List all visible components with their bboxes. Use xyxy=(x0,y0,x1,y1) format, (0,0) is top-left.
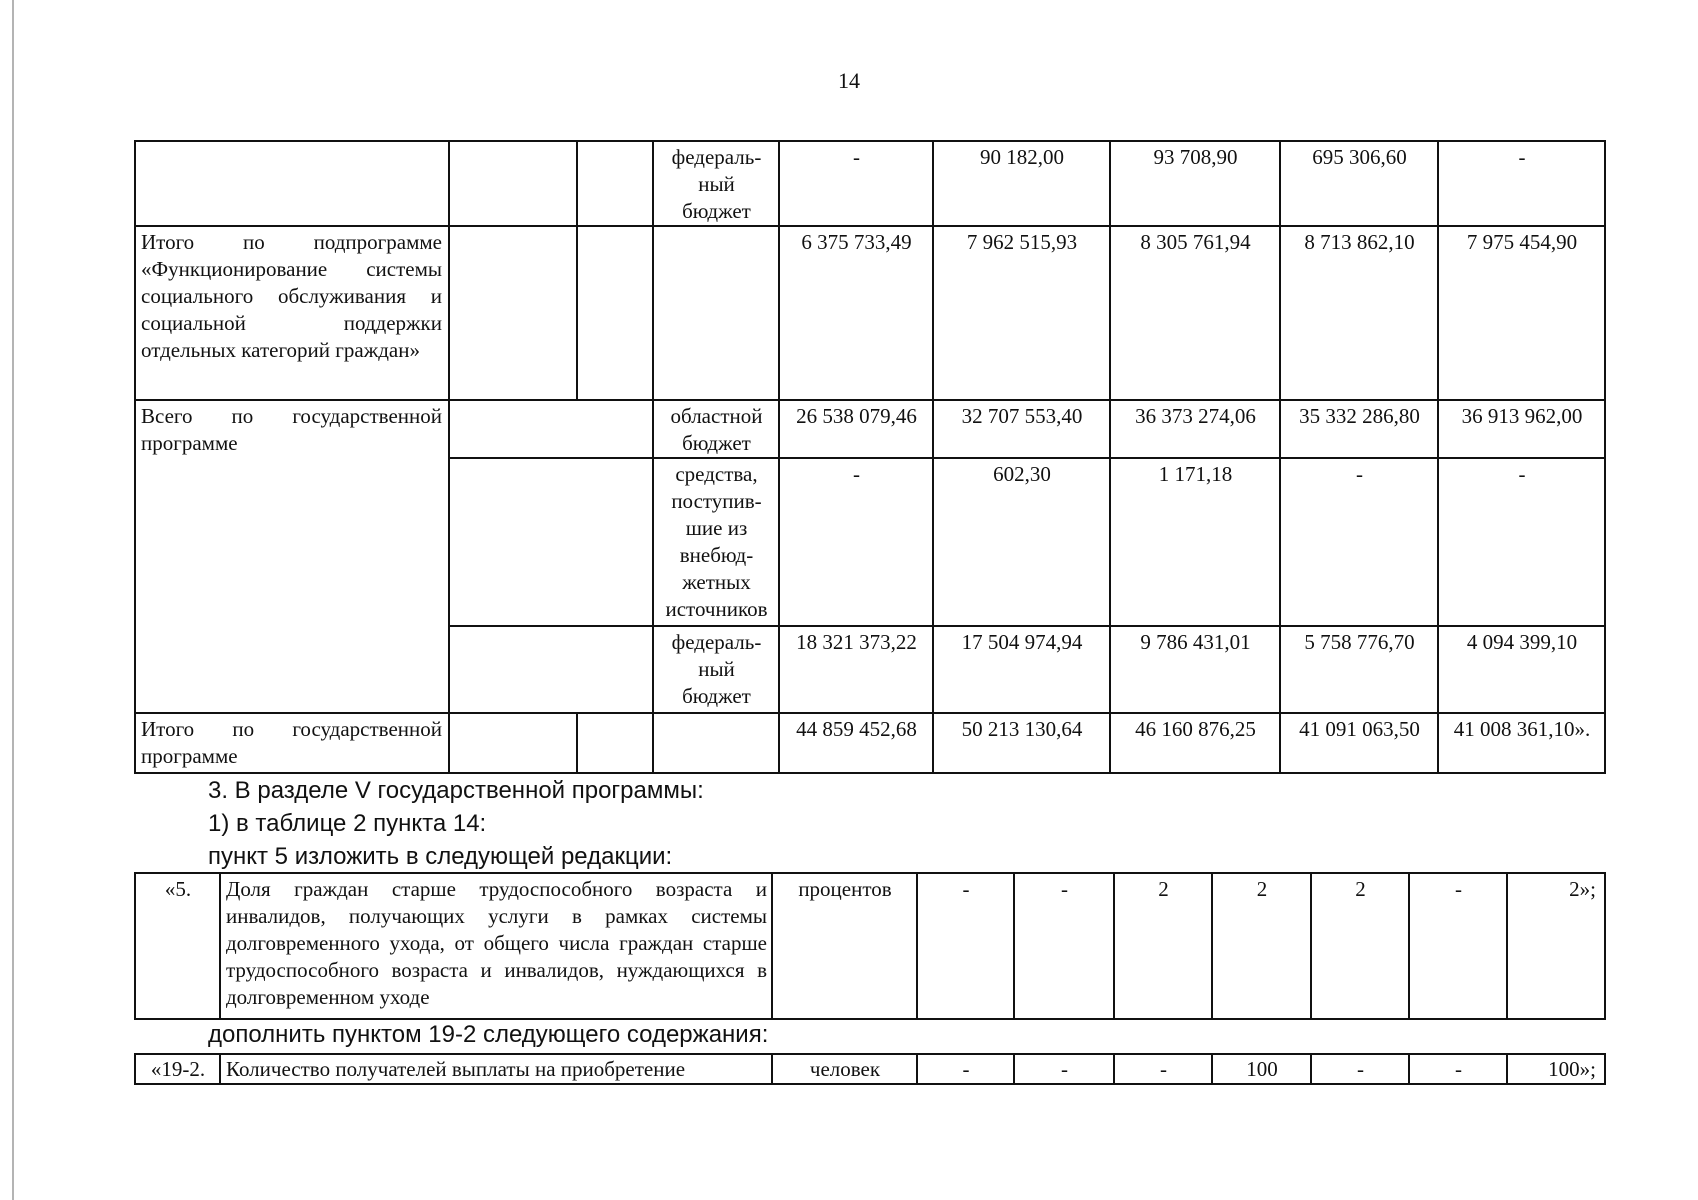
value-cell: - xyxy=(1014,873,1114,1019)
indicator-table-item-5 xyxy=(134,872,1606,1020)
value-cell: - xyxy=(1014,1054,1114,1084)
value-cell: 26 538 079,46 xyxy=(779,400,933,458)
table-row xyxy=(135,873,1605,1019)
financing-table xyxy=(134,140,1606,774)
value-cell: - xyxy=(1311,1054,1409,1084)
indicator-text: Доля граждан старше трудоспособного возраста и инвалидов, получающих услуги в рамках системы долговременного ухода, от общего числа граждан старше трудоспособного возраста и инвалидов, нуждающихся в долговременном уходе xyxy=(220,873,772,1019)
table-row xyxy=(135,141,1605,226)
value-cell: 32 707 553,40 xyxy=(933,400,1110,458)
value-cell: 2 xyxy=(1212,873,1311,1019)
value-cell: 2»; xyxy=(1507,873,1605,1019)
value-cell: 4 094 399,10 xyxy=(1438,626,1605,713)
table-cell xyxy=(449,400,653,458)
indicator-text: Количество получателей выплаты на приобретение xyxy=(220,1054,772,1084)
value-cell: - xyxy=(779,141,933,226)
value-cell: 93 708,90 xyxy=(1110,141,1280,226)
table-cell xyxy=(449,626,653,713)
row-label: Всего по государственной программе xyxy=(135,400,449,713)
table-row xyxy=(135,226,1605,400)
row-label: Итого по подпрограмме «Функционирование системы социального обслуживания и социальной поддержки отдельных категорий граждан» xyxy=(135,226,449,400)
value-cell: - xyxy=(1409,1054,1507,1084)
table-cell xyxy=(653,226,779,400)
value-cell: 2 xyxy=(1114,873,1212,1019)
value-cell: 50 213 130,64 xyxy=(933,713,1110,773)
value-cell: - xyxy=(1114,1054,1212,1084)
paragraph: 1) в таблице 2 пункта 14: xyxy=(208,810,487,837)
value-cell: 44 859 452,68 xyxy=(779,713,933,773)
value-cell: 5 758 776,70 xyxy=(1280,626,1438,713)
unit-cell: человек xyxy=(772,1054,917,1084)
table-cell xyxy=(577,141,653,226)
value-cell: 602,30 xyxy=(933,458,1110,626)
value-cell: 7 975 454,90 xyxy=(1438,226,1605,400)
table-cell xyxy=(449,713,577,773)
value-cell: 41 091 063,50 xyxy=(1280,713,1438,773)
value-cell: 41 008 361,10». xyxy=(1438,713,1605,773)
table-cell xyxy=(135,141,449,226)
value-cell: 8 713 862,10 xyxy=(1280,226,1438,400)
value-cell: 46 160 876,25 xyxy=(1110,713,1280,773)
value-cell: - xyxy=(917,873,1014,1019)
table-cell xyxy=(449,226,577,400)
source-cell: средства, поступив- шие из внебюд- жетных источников xyxy=(653,458,779,626)
table-row xyxy=(135,1054,1605,1084)
value-cell: 7 962 515,93 xyxy=(933,226,1110,400)
table-cell xyxy=(577,226,653,400)
value-cell: 36 373 274,06 xyxy=(1110,400,1280,458)
unit-cell: процентов xyxy=(772,873,917,1019)
value-cell: 2 xyxy=(1311,873,1409,1019)
page-number: 14 xyxy=(838,68,860,93)
source-cell: областной бюджет xyxy=(653,400,779,458)
paragraph: пункт 5 изложить в следующей редакции: xyxy=(208,843,673,870)
value-cell: - xyxy=(1438,141,1605,226)
value-cell: 6 375 733,49 xyxy=(779,226,933,400)
row-label: Итого по государственной программе xyxy=(135,713,449,773)
value-cell: 17 504 974,94 xyxy=(933,626,1110,713)
value-cell: 35 332 286,80 xyxy=(1280,400,1438,458)
source-cell: федераль- ный бюджет xyxy=(653,626,779,713)
value-cell: - xyxy=(1409,873,1507,1019)
table-cell xyxy=(449,141,577,226)
table-cell xyxy=(577,713,653,773)
value-cell: 1 171,18 xyxy=(1110,458,1280,626)
value-cell: - xyxy=(1438,458,1605,626)
paragraph: 3. В разделе V государственной программы: xyxy=(208,777,704,804)
source-cell: федераль- ный бюджет xyxy=(653,141,779,226)
scan-margin-line xyxy=(12,0,14,1200)
indicator-table-item-19-2 xyxy=(134,1053,1606,1085)
value-cell: 90 182,00 xyxy=(933,141,1110,226)
item-number: «5. xyxy=(135,873,220,1019)
value-cell: 18 321 373,22 xyxy=(779,626,933,713)
value-cell: 36 913 962,00 xyxy=(1438,400,1605,458)
table-cell xyxy=(449,458,653,626)
table-row xyxy=(135,713,1605,773)
paragraph: дополнить пунктом 19-2 следующего содержания: xyxy=(208,1021,769,1048)
value-cell: 100»; xyxy=(1507,1054,1605,1084)
value-cell: - xyxy=(1280,458,1438,626)
value-cell: 9 786 431,01 xyxy=(1110,626,1280,713)
table-row xyxy=(135,400,1605,458)
value-cell: 695 306,60 xyxy=(1280,141,1438,226)
value-cell: 8 305 761,94 xyxy=(1110,226,1280,400)
table-cell xyxy=(653,713,779,773)
item-number: «19-2. xyxy=(135,1054,220,1084)
value-cell: 100 xyxy=(1212,1054,1311,1084)
value-cell: - xyxy=(917,1054,1014,1084)
value-cell: - xyxy=(779,458,933,626)
